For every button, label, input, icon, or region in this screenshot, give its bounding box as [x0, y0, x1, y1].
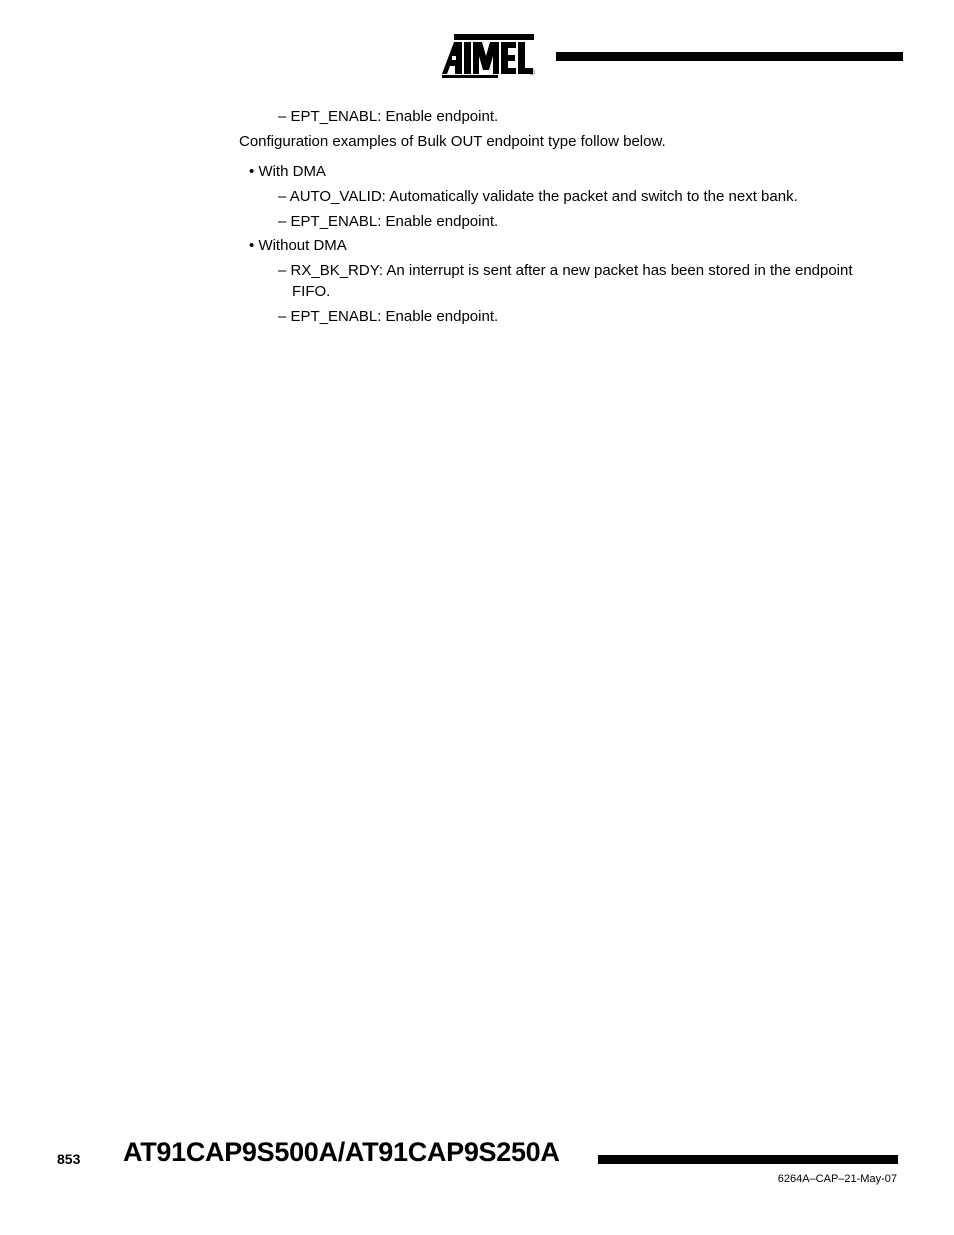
header-rule — [556, 52, 903, 61]
bullet-item-without-dma — [249, 236, 347, 256]
list-item — [278, 187, 798, 207]
dash-marker: – — [278, 262, 287, 279]
page-number: 853 — [57, 1151, 81, 1167]
intro-paragraph: Configuration examples of Bulk OUT endpoint type follow below. — [239, 133, 666, 150]
bullet-item-with-dma — [249, 162, 326, 182]
list-item — [278, 212, 498, 232]
list-item — [278, 261, 853, 281]
list-item-text: EPT_ENABL: Enable endpoint. — [290, 308, 499, 325]
atmel-logo — [440, 30, 540, 82]
list-item — [278, 307, 498, 327]
list-item-text: RX_BK_RDY: An interrupt is sent after a new packet has been stored in the endpoint — [290, 262, 853, 279]
list-item-continuation: FIFO. — [292, 283, 331, 300]
bullet-marker: • — [249, 163, 255, 180]
document-code: 6264A–CAP–21-May-07 — [777, 1173, 897, 1185]
dash-marker: – — [278, 188, 287, 205]
bullet-text: Without DMA — [258, 237, 347, 254]
document-title: AT91CAP9S500A/AT91CAP9S250A — [123, 1137, 560, 1167]
dash-marker: – — [278, 108, 287, 125]
dash-marker: – — [278, 213, 287, 230]
list-item — [278, 107, 498, 127]
bullet-text: With DMA — [258, 163, 326, 180]
bullet-marker: • — [249, 237, 255, 254]
list-item-text: EPT_ENABL: Enable endpoint. — [290, 108, 499, 125]
list-item-text: EPT_ENABL: Enable endpoint. — [290, 213, 499, 230]
registered-mark: ® — [529, 68, 535, 77]
footer-rule — [598, 1155, 898, 1164]
dash-marker: – — [278, 308, 287, 325]
list-item-text: AUTO_VALID: Automatically validate the packet and switch to the next bank. — [289, 188, 798, 205]
